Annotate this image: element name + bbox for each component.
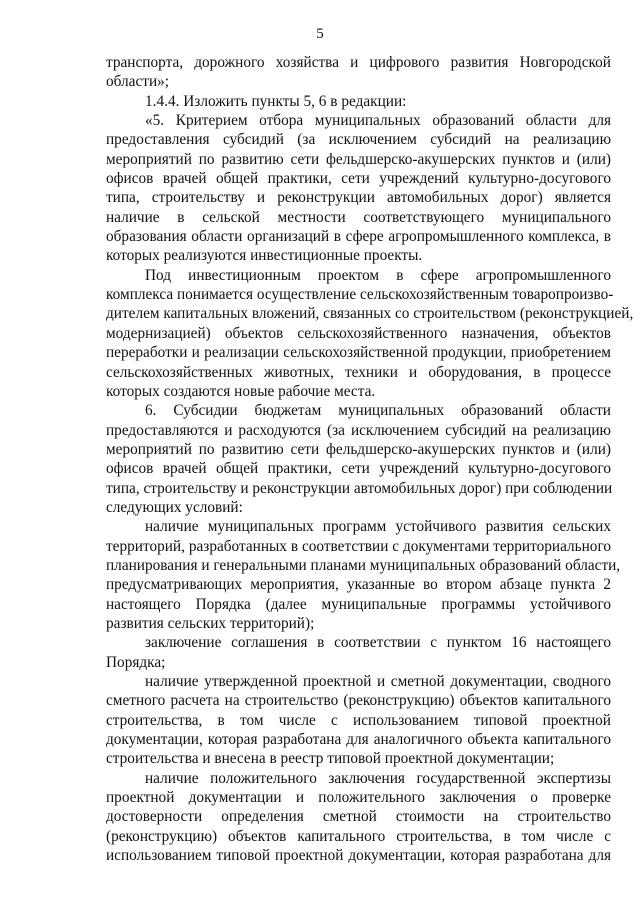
- paragraph-1-4-4: [106, 92, 611, 111]
- text-line: Под инвестиционным проектом в сфере агропромышленного: [145, 266, 611, 284]
- paragraph-investment-project: [106, 266, 634, 401]
- page-number: 5: [316, 26, 324, 42]
- paragraph-expertise: [106, 769, 611, 866]
- text-line: (реконструкцию) объектов капитального строительства, в том числе с: [106, 827, 611, 845]
- paragraph-5-criteria: [106, 111, 611, 266]
- text-line: комплекса понимается осуществление сельскохозяйственным товаропроизво-: [106, 286, 614, 304]
- text-line: строительства, в том числе с использованием типовой проектной: [106, 711, 611, 729]
- text-line: сметного расчета на строительство (реконструкцию) объектов капитального: [106, 692, 611, 710]
- text-line: заключение соглашения в соответствии с пунктом 16 настоящего: [145, 634, 611, 652]
- text-line: наличие муниципальных программ устойчивого развития сельских: [145, 518, 611, 536]
- text-line: которых создаются новые рабочие места.: [106, 382, 376, 400]
- text-line: типа, строительству и реконструкции автомобильных дорог) при соблюдении: [106, 479, 613, 497]
- text-line: 6. Субсидии бюджетам муниципальных образований области: [145, 402, 611, 420]
- text-line: наличие утвержденной проектной и сметной документации, сводного: [145, 673, 611, 690]
- paragraph-continuation: [106, 53, 611, 92]
- text-line: проектной документации и положительного заключения о проверке: [106, 789, 611, 807]
- text-line: настоящего Порядка (далее муниципальные программы устойчивого: [106, 595, 611, 613]
- text-line: предусматривающих мероприятия, указанные во втором абзаце пункта 2: [106, 576, 611, 594]
- text-line: дителем капитальных вложений, связанных со строительством (реконструкцией,: [106, 305, 634, 323]
- text-line: строительства и внесена в реестр типовой проектной документации;: [106, 750, 555, 768]
- text-line: развития сельских территорий);: [106, 614, 315, 632]
- text-line: офисов врачей общей практики, сети учреждений культурно-досугового: [106, 170, 611, 188]
- text-line: модернизацией) объектов сельскохозяйственного назначения, объектов: [106, 324, 611, 342]
- text-line: образования области организаций в сфере агропромышленного комплекса, в: [106, 228, 611, 246]
- text-line: транспорта, дорожного хозяйства и цифрового развития Новгородской: [106, 54, 611, 71]
- text-line: наличие в сельской местности соответствующего муниципального: [106, 208, 611, 226]
- text-line: достоверности определения сметной стоимости на строительство: [106, 808, 611, 826]
- text-line: мероприятий по развитию сети фельдшерско-акушерских пунктов и (или): [106, 150, 611, 168]
- paragraph-agreement: [106, 633, 611, 672]
- paragraph-municipal-programs: [106, 517, 621, 633]
- text-line: документации, которая разработана для аналогичного объекта капитального: [106, 731, 611, 749]
- text-line: области»;: [106, 73, 170, 91]
- text-line: мероприятий по развитию сети фельдшерско-акушерских пунктов и (или): [106, 440, 611, 458]
- paragraph-6-subsidies: [106, 401, 611, 517]
- text-line: переработки и реализации сельскохозяйственной продукции, приобретением: [106, 344, 611, 362]
- text-line: предоставляются и расходуются (за исключением субсидий на реализацию: [106, 421, 611, 439]
- text-line: предоставления субсидий (за исключением субсидий на реализацию: [106, 131, 611, 149]
- text-line: наличие положительного заключения государственной экспертизы: [145, 769, 611, 787]
- text-line: 1.4.4. Изложить пункты 5, 6 в редакции:: [145, 92, 407, 110]
- text-line: использованием типовой проектной документации, которая разработана для: [106, 847, 611, 865]
- text-line: типа, строительству и реконструкции автомобильных дорог) является: [106, 189, 611, 207]
- text-line: планирования и генеральными планами муниципальных образований области,: [106, 556, 621, 574]
- text-line: Порядка;: [106, 653, 166, 671]
- text-line: которых реализуются инвестиционные проекты.: [106, 247, 423, 265]
- text-line: офисов врачей общей практики, сети учреждений культурно-досугового: [106, 460, 611, 478]
- paragraph-design-docs: [106, 672, 611, 769]
- document-body: [106, 53, 634, 865]
- text-line: сельскохозяйственных животных, техники и оборудования, в процессе: [106, 363, 611, 381]
- text-line: территорий, разработанных в соответствии с документами территориального: [106, 537, 611, 555]
- text-line: следующих условий:: [106, 498, 243, 516]
- text-line: «5. Критерием отбора муниципальных образований области для: [145, 112, 611, 130]
